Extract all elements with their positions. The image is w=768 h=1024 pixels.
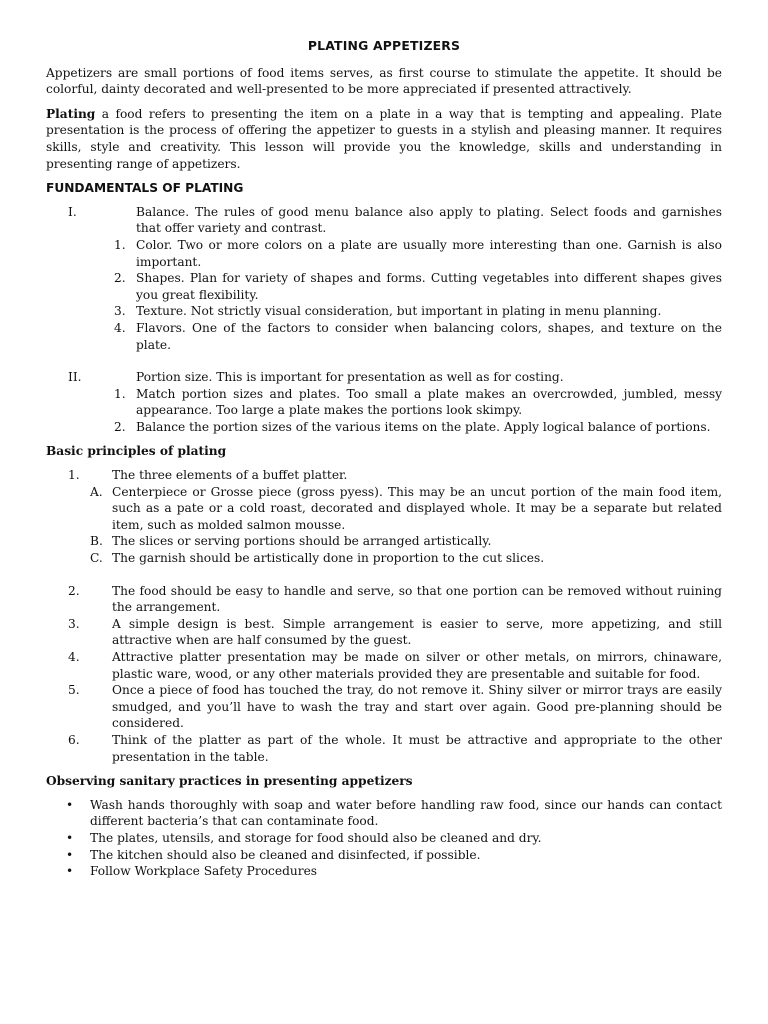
sanitary-item	[46, 863, 722, 880]
sanitary-text: Follow Workplace Safety Procedures	[90, 864, 318, 879]
sub-number: 1.	[114, 386, 126, 401]
platter-element	[90, 484, 722, 534]
sanitary-heading: Observing sanitary practices in presenting appetizers	[46, 774, 413, 789]
sub-item	[114, 237, 722, 270]
document-page	[46, 38, 722, 880]
principle-item	[46, 616, 722, 649]
sanitary-item	[46, 847, 722, 864]
principle-number: 2.	[68, 583, 80, 598]
principle-number: 1.	[68, 468, 80, 483]
sub-item	[114, 386, 722, 419]
sub-text: Shapes. Plan for variety of shapes and forms. Cutting vegetables into different shapes gives you great flexibility.	[136, 271, 722, 302]
sub-item	[114, 270, 722, 303]
bullet-icon: •	[66, 864, 74, 879]
principle-item	[46, 682, 722, 732]
element-letter: A.	[90, 484, 103, 499]
sanitary-item	[46, 830, 722, 847]
fundamental-item-balance	[46, 204, 722, 237]
basic-principles-heading: Basic principles of plating	[46, 444, 227, 459]
principle-text: Attractive platter presentation may be made on silver or other metals, on mirrors, chinaware, plastic ware, wood, or any other materials provided they are presentable and suitable for food.	[112, 650, 722, 681]
principle-item	[46, 649, 722, 682]
sub-item	[114, 320, 722, 353]
plating-paragraph	[46, 106, 722, 172]
sanitary-item	[46, 797, 722, 830]
element-letter: C.	[90, 551, 103, 566]
principle-number: 5.	[68, 683, 80, 698]
principle-item	[46, 583, 722, 616]
sub-text: Balance the portion sizes of the various items on the plate. Apply logical balance of portions.	[136, 419, 711, 434]
sub-text: Color. Two or more colors on a plate are usually more interesting than one. Garnish is also important.	[136, 237, 722, 269]
sanitary-text: The plates, utensils, and storage for food should also be cleaned and dry.	[90, 830, 542, 845]
sub-number: 4.	[114, 320, 126, 335]
platter-element	[90, 550, 722, 567]
roman-numeral: I.	[68, 204, 77, 219]
bullet-icon: •	[66, 847, 74, 862]
principle-text: Think of the platter as part of the whole. It must be attractive and appropriate to the other presentation in the table.	[112, 732, 722, 764]
bullet-icon: •	[66, 830, 74, 845]
sub-text: Flavors. One of the factors to consider when balancing colors, shapes, and texture on the plate.	[136, 320, 722, 352]
principle-number: 3.	[68, 616, 80, 631]
principle-text: The three elements of a buffet platter.	[112, 468, 348, 483]
roman-numeral: II.	[68, 370, 82, 385]
sub-number: 1.	[114, 237, 126, 252]
platter-element	[90, 533, 722, 550]
sanitary-text: Wash hands thoroughly with soap and water before handling raw food, since our hands can contact different bacteria’s that can contaminate food.	[90, 797, 722, 829]
principle-number: 4.	[68, 650, 80, 664]
element-text: The slices or serving portions should be arranged artistically.	[112, 534, 492, 549]
document-title: PLATING APPETIZERS	[307, 38, 461, 53]
sub-item	[114, 419, 722, 436]
sub-text: Texture. Not strictly visual consideration, but important in plating in menu planning.	[136, 304, 662, 319]
principle-text: A simple design is best. Simple arrangement is easier to serve, more appetizing, and still attractive when are half consumed by the guest.	[112, 616, 722, 648]
bullet-icon: •	[66, 797, 74, 812]
intro-paragraph: Appetizers are small portions of food items serves, as first course to stimulate the appetite. It should be colorful, dainty decorated and well-presented to be more appreciated if presented attractively.	[46, 65, 722, 97]
fundamental-text: Balance. The rules of good menu balance also apply to plating. Select foods and garnishes that offer variety and contrast.	[136, 204, 722, 236]
sub-number: 2.	[114, 419, 126, 434]
plating-definition: a food refers to presenting the item on a plate in a way that is tempting and appealing. Plate presentation is the process of offering the appetizer to guests in a stylish and pleasing manner. It requires skills, style and creativity. This lesson will provide you the knowledge, skills and understanding in presenting range of appetizers.	[46, 106, 722, 171]
element-letter: B.	[90, 534, 103, 549]
element-text: Centerpiece or Grosse piece (gross pyess). This may be an uncut portion of the main food item, such as a pate or a cold roast, decorated and displayed whole. It may be a separate but related item, such as molded salmon mousse.	[112, 484, 722, 532]
sub-item	[114, 303, 722, 320]
sub-number: 2.	[114, 271, 126, 286]
fundamental-item-portion-size	[46, 369, 722, 386]
principle-item	[46, 732, 722, 765]
fundamental-text: Portion size. This is important for presentation as well as for costing.	[136, 370, 564, 385]
principle-text: The food should be easy to handle and serve, so that one portion can be removed without ruining the arrangement.	[112, 583, 722, 615]
fundamentals-heading: FUNDAMENTALS OF PLATING	[46, 181, 244, 196]
sub-number: 3.	[114, 304, 126, 319]
sub-text: Match portion sizes and plates. Too small a plate makes an overcrowded, jumbled, messy appearance. Too large a plate makes the portions look skimpy.	[136, 386, 722, 418]
principle-number: 6.	[68, 732, 80, 747]
plating-term: Plating	[46, 106, 96, 121]
principle-item	[46, 467, 722, 484]
principle-text: Once a piece of food has touched the tray, do not remove it. Shiny silver or mirror trays are easily smudged, and you’ll have to wash the tray and start over again. Good pre-planning should be considered.	[112, 683, 722, 731]
sanitary-text: The kitchen should also be cleaned and disinfected, if possible.	[90, 847, 481, 862]
element-text: The garnish should be artistically done in proportion to the cut slices.	[112, 551, 545, 566]
